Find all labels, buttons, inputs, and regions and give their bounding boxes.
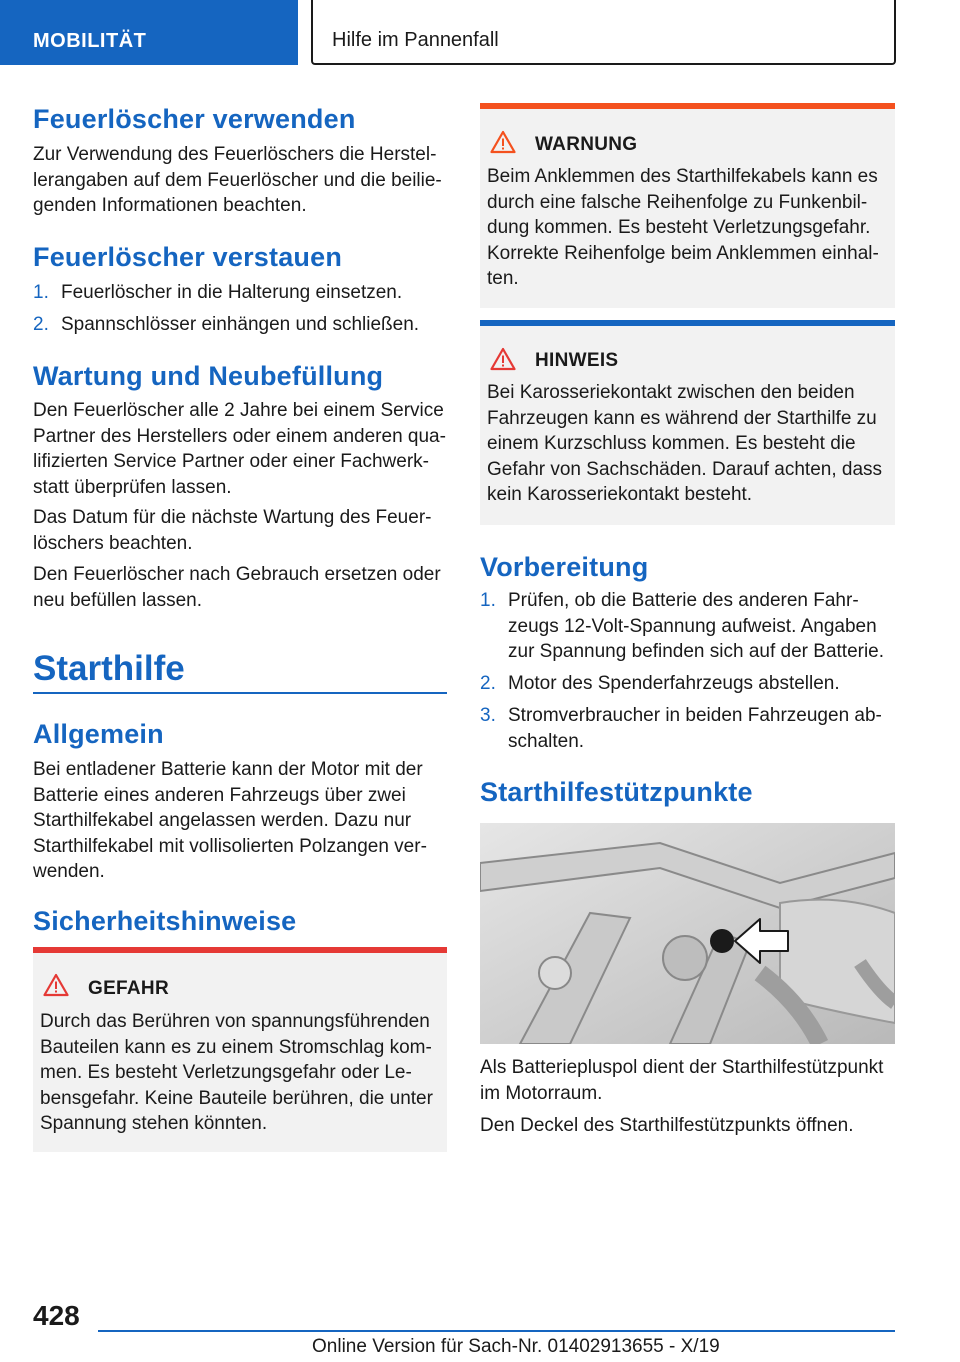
text-line: kein Karosseriekontakt besteht. bbox=[487, 484, 753, 505]
text-line: Bauteilen kann es zu einem Stromschlag kom- bbox=[40, 1036, 432, 1058]
text-line: statt überprüfen lassen. bbox=[33, 476, 232, 498]
text-line: wenden. bbox=[33, 861, 105, 882]
list-text bbox=[508, 703, 893, 754]
text-line: Den Feuerlöscher nach Gebrauch ersetzen oder bbox=[33, 564, 441, 585]
list-text: Feuerlöscher in die Halterung einsetzen. bbox=[61, 282, 403, 303]
warning-bar bbox=[480, 103, 895, 109]
list-number: 1. bbox=[480, 590, 496, 611]
chapter-tab bbox=[311, 0, 896, 65]
text-line: Starthilfekabel angelassen werden. Dazu nur bbox=[33, 810, 412, 831]
list-text: Spannschlösser einhängen und schließen. bbox=[61, 314, 420, 335]
paragraph-wartung-2 bbox=[33, 505, 448, 556]
text-line: Beim Anklemmen des Starthilfekabels kann es bbox=[487, 166, 878, 187]
warning-triangle-icon bbox=[43, 973, 69, 997]
text-line: schalten. bbox=[508, 730, 585, 752]
text-line: Batterie eines anderen Fahrzeugs über zwei bbox=[33, 784, 406, 806]
text-line: Stromverbraucher in beiden Fahrzeugen ab- bbox=[508, 705, 882, 726]
text-line: Als Batteriepluspol dient der Starthilfestützpunkt bbox=[480, 1057, 884, 1078]
footer-online-version: Online Version für Sach-Nr. 01402913655 - X/19 bbox=[312, 1336, 720, 1357]
text-line: Zur Verwendung des Feuerlöschers die Herstel- bbox=[33, 144, 437, 165]
danger-title: GEFAHR bbox=[88, 978, 169, 999]
text-line: Bei Karosseriekontakt zwischen den beiden bbox=[487, 382, 855, 403]
text-line: zur Spannung befinden sich auf der Batterie. bbox=[508, 641, 885, 662]
heading-wartung: Wartung und Neubefüllung bbox=[33, 361, 384, 391]
paragraph-verwenden bbox=[33, 142, 448, 219]
notice-text bbox=[487, 380, 887, 508]
paragraph-wartung-1 bbox=[33, 398, 448, 500]
text-line: Fahrzeugen kann es während der Starthilfe zu bbox=[487, 407, 877, 429]
section-tab bbox=[0, 0, 298, 65]
text-line: Den Feuerlöscher alle 2 Jahre bei einem Service bbox=[33, 400, 444, 421]
text-line: Korrekte Reihenfolge beim Anklemmen einhal- bbox=[487, 242, 879, 264]
chapter-title: Hilfe im Pannenfall bbox=[332, 29, 499, 51]
list-number: 2. bbox=[480, 673, 496, 694]
danger-text bbox=[40, 1009, 440, 1137]
text-line: neu befüllen lassen. bbox=[33, 589, 203, 611]
text-line: im Motorraum. bbox=[480, 1082, 603, 1104]
text-line: Prüfen, ob die Batterie des anderen Fahr- bbox=[508, 590, 859, 611]
text-line: ten. bbox=[487, 268, 519, 289]
text-line: Durch das Berühren von spannungsführenden bbox=[40, 1011, 430, 1032]
text-line: durch eine falsche Reihenfolge zu Funkenbil- bbox=[487, 191, 868, 213]
footer-rule bbox=[98, 1330, 895, 1332]
list-number: 1. bbox=[33, 282, 49, 303]
warning-triangle-icon bbox=[490, 130, 516, 154]
heading-vorbereitung: Vorbereitung bbox=[480, 552, 649, 582]
text-line: zeugs 12-Volt-Spannung aufweist. Angaben bbox=[508, 615, 877, 637]
warning-box bbox=[480, 103, 895, 308]
text-line: Motor des Spenderfahrzeugs abstellen. bbox=[508, 673, 840, 694]
text-line: genden Informationen beachten. bbox=[33, 195, 307, 216]
paragraph-wartung-3 bbox=[33, 562, 448, 613]
text-line: Gefahr von Sachschäden. Darauf achten, dass bbox=[487, 458, 883, 480]
warning-text bbox=[487, 164, 887, 292]
danger-bar bbox=[33, 947, 447, 953]
list-number: 2. bbox=[33, 314, 49, 335]
text-line: dung kommen. Es besteht Verletzungsgefahr. bbox=[487, 217, 871, 238]
paragraph-allgemein bbox=[33, 757, 448, 885]
text-line: bensgefahr. Keine Bauteile berühren, die unter bbox=[40, 1087, 433, 1109]
heading-starthilfe: Starthilfe bbox=[33, 649, 185, 688]
heading-underline bbox=[33, 692, 447, 694]
paragraph-stuetzpunkte-1 bbox=[480, 1055, 895, 1106]
text-line: lerangaben auf dem Feuerlöscher und die beilie- bbox=[33, 169, 442, 191]
danger-box bbox=[33, 947, 447, 1152]
heading-allgemein: Allgemein bbox=[33, 719, 164, 749]
list-text bbox=[508, 588, 893, 665]
notice-title: HINWEIS bbox=[535, 350, 619, 371]
warning-title: WARNUNG bbox=[535, 134, 638, 155]
text-line: Den Deckel des Starthilfestützpunkts öffnen. bbox=[480, 1115, 854, 1136]
text-line: Das Datum für die nächste Wartung des Feuer- bbox=[33, 507, 432, 528]
notice-box bbox=[480, 320, 895, 525]
notice-bar bbox=[480, 320, 895, 326]
engine-bay-photo bbox=[480, 823, 895, 1044]
text-line: men. Es besteht Verletzungsgefahr oder Le- bbox=[40, 1062, 412, 1083]
text-line: Starthilfekabel mit vollisolierten Polzangen ver- bbox=[33, 835, 427, 857]
page-number: 428 bbox=[33, 1300, 80, 1331]
text-line: einem Kurzschluss kommen. Es besteht die bbox=[487, 433, 856, 454]
heading-feuerloescher-verstauen: Feuerlöscher verstauen bbox=[33, 242, 343, 272]
text-line: lifizierten Service Partner oder einer Fachwerk- bbox=[33, 451, 429, 472]
text-line: löschers beachten. bbox=[33, 532, 193, 554]
heading-starthilfestuetzpunkte: Starthilfestützpunkte bbox=[480, 777, 753, 807]
heading-sicherheitshinweise: Sicherheitshinweise bbox=[33, 906, 297, 936]
warning-triangle-icon bbox=[490, 347, 516, 371]
text-line: Bei entladener Batterie kann der Motor mit der bbox=[33, 759, 423, 780]
text-line: Partner des Herstellers oder einem anderen qua- bbox=[33, 425, 446, 447]
list-number: 3. bbox=[480, 705, 496, 726]
heading-feuerloescher-verwenden: Feuerlöscher verwenden bbox=[33, 104, 356, 134]
list-text bbox=[508, 671, 893, 697]
section-title: MOBILITÄT bbox=[33, 30, 147, 52]
paragraph-stuetzpunkte-2 bbox=[480, 1113, 895, 1139]
text-line: Spannung stehen könnten. bbox=[40, 1113, 268, 1134]
